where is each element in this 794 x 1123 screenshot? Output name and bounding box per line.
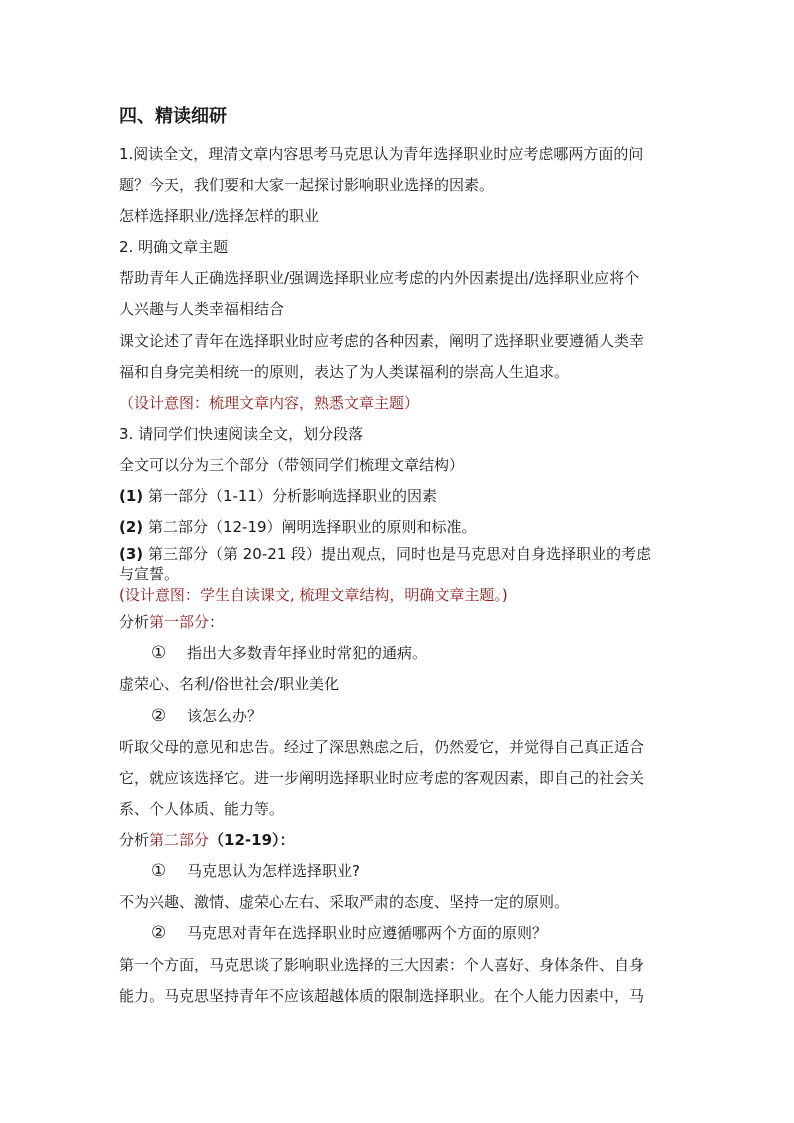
part-2-number: (2) — [119, 518, 144, 536]
analysis-part-label: 第二部分 — [149, 831, 210, 849]
analysis-part-2-heading — [119, 830, 295, 850]
analysis-prefix: 分析 — [119, 831, 150, 849]
design-intent-note-2: (设计意图：学生自读课文, 梳理文章结构，明确文章主题。) — [119, 586, 508, 604]
analysis-item-2-answer-line-2: 它，就应该选择它。进一步阐明选择职业时应考虑的客观因素，即自己的社会关 — [119, 769, 645, 787]
analysis-item-1 — [151, 643, 427, 663]
section-heading: 四、精读细研 — [119, 106, 227, 127]
analysis-suffix: （12-19）： — [209, 831, 295, 849]
question-3-title: 3. 请同学们快速阅读全文，划分段落 — [119, 425, 364, 443]
circled-number-one-icon: ① — [151, 861, 167, 881]
analysis-item-3-answer: 不为兴趣、激情、虚荣心左右、采取严肃的态度、坚持一定的原则。 — [119, 893, 570, 911]
analysis-item-2-answer-line-1: 听取父母的意见和忠告。经过了深思熟虑之后，仍然爱它，并觉得自己真正适合 — [119, 738, 645, 756]
part-3-text-line-2: 与宣誓。 — [119, 565, 180, 583]
design-intent-note-1: （设计意图：梳理文章内容，熟悉文章主题） — [119, 394, 420, 412]
part-2-item — [119, 517, 477, 537]
question-2-title: 2. 明确文章主题 — [119, 238, 229, 256]
question-1-answer: 怎样选择职业/选择怎样的职业 — [119, 207, 320, 225]
item-question: 马克思对青年在选择职业时应遵循哪两个方面的原则？ — [187, 924, 548, 942]
analysis-item-4 — [151, 923, 547, 943]
part-3-text-line-1: 第三部分（第 20-21 段）提出观点，同时也是马克思对自身选择职业的考虑 — [147, 545, 652, 563]
item-question: 该怎么办？ — [187, 707, 263, 725]
circled-number-one-icon: ① — [151, 643, 167, 663]
part-3-item — [119, 544, 651, 564]
analysis-item-2-answer-line-3: 系、个人体质、能力等。 — [119, 800, 285, 818]
analysis-part-1-heading — [119, 612, 224, 632]
question-2-line-1: 帮助青年人正确选择职业/强调选择职业应考虑的内外因素提出/选择职业应将个 — [119, 269, 640, 287]
circled-number-two-icon: ② — [151, 706, 167, 726]
item-question: 马克思认为怎样选择职业? — [187, 862, 360, 880]
part-1-item — [119, 486, 437, 506]
analysis-item-2 — [151, 706, 262, 726]
part-2-text: 第二部分（12-19）阐明选择职业的原则和标准。 — [147, 518, 477, 536]
part-1-number: (1) — [119, 487, 144, 505]
item-question: 指出大多数青年择业时常犯的通病。 — [187, 644, 428, 662]
question-2-line-2: 人兴趣与人类幸福相结合 — [119, 300, 285, 318]
analysis-prefix: 分析 — [119, 613, 150, 631]
analysis-item-4-answer-line-1: 第一个方面，马克思谈了影响职业选择的三大因素：个人喜好、身体条件、自身 — [119, 956, 645, 974]
part-1-text: 第一部分（1-11）分析影响选择职业的因素 — [147, 487, 437, 505]
question-1-line-1: 1.阅读全文，理清文章内容思考马克思认为青年选择职业时应考虑哪两方面的问 — [119, 145, 644, 163]
circled-number-two-icon: ② — [151, 923, 167, 943]
analysis-item-4-answer-line-2: 能力。马克思坚持青年不应该超越体质的限制选择职业。在个人能力因素中，马 — [119, 987, 645, 1005]
analysis-suffix: ： — [209, 613, 225, 631]
part-3-number: (3) — [119, 545, 144, 563]
analysis-part-label: 第一部分 — [149, 613, 210, 631]
question-2-line-4: 福和自身完美相统一的原则，表达了为人类谋福利的崇高人生追求。 — [119, 363, 570, 381]
analysis-item-3 — [151, 861, 360, 881]
question-2-line-3: 课文论述了青年在选择职业时应考虑的各种因素，阐明了选择职业要遵循人类幸 — [119, 332, 645, 350]
analysis-item-1-answer: 虚荣心、名利/俗世社会/职业美化 — [119, 675, 340, 693]
question-3-line-1: 全文可以分为三个部分（带领同学们梳理文章结构） — [119, 456, 465, 474]
question-1-line-2: 题？今天，我们要和大家一起探讨影响职业选择的因素。 — [119, 176, 495, 194]
